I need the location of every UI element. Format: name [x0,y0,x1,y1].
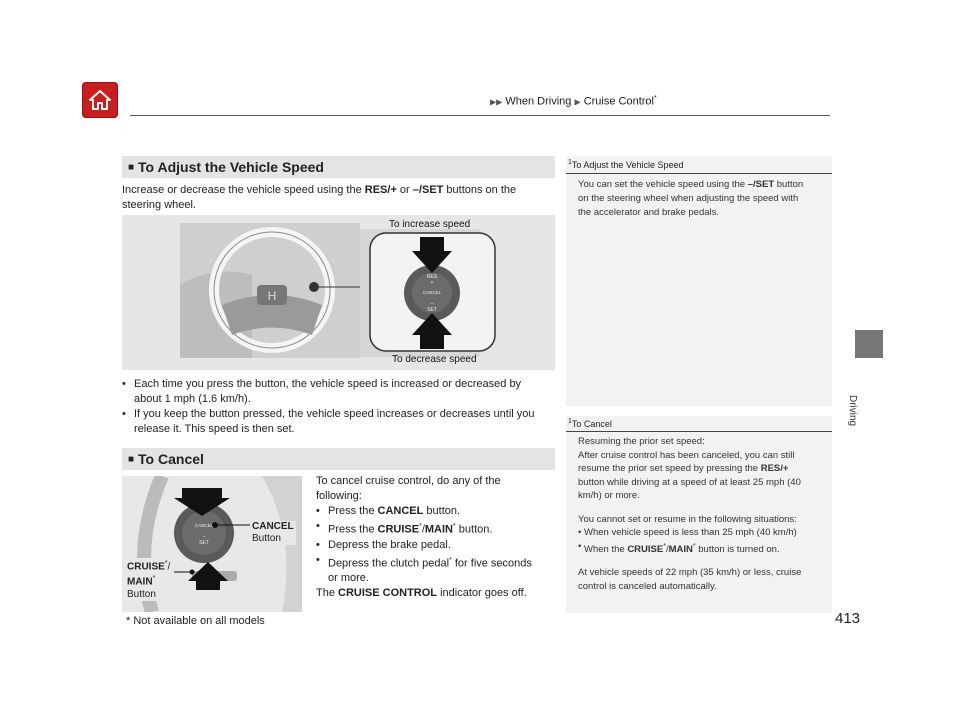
section-heading-cancel: ■ To Cancel [122,448,555,470]
cancel-instructions: To cancel cruise control, do any of the following: • Press the CANCEL button. • Press the CRUISE*/MAIN* button. • Depress the brake pedal. • Depress the clutch pedal* for five seconds or more. The CRUISE CONTROL indicator goes off. [316,474,561,601]
list-item: • Depress the clutch pedal* for five seconds or more. [316,553,532,585]
chapter-label: Driving [847,395,858,427]
footnote: * Not available on all models [126,615,265,627]
cancel-button-diagram[interactable]: CANCEL [422,290,442,295]
square-bullet-icon: ■ [128,161,135,173]
list-item: • Depress the brake pedal. [316,538,451,551]
cancel-illustration [122,476,302,612]
steering-wheel-illustration [122,215,555,370]
list-item: • Each time you press the button, the vehicle speed is increased or decreased by about 1 mph (1.6 km/h). [122,378,522,405]
list-item: • If you keep the button pressed, the vehicle speed increases or decreases until you release it. This speed is then set. [122,408,535,435]
breadcrumb-arrow-icon: ▶▶ [490,97,503,107]
note-text: You can set the vehicle speed using the –/SET button on the steering wheel when adjusting the speed with the accelerator and brake pedals. [578,179,804,218]
set-button[interactable]: – SET [427,301,437,313]
set-button-diagram[interactable]: – SET [199,534,209,546]
down-push-arrow-icon [412,313,452,349]
breadcrumb-item[interactable]: Cruise Control [583,95,654,108]
note-text: Resuming the prior set speed: After cruise control has been canceled, you can still resume the prior set speed by pressing the RES/+ button while driving at a speed of at least 25 mph (40 km/h) or more. You cannot set or resume in the following situations: • When vehicle speed is less than 25 mph (40 km/h) • When the CRUISE*/MAIN* button is turned on. At vehicle speeds of 22 mph (35 km/h) or less, cruise control is canceled automatically. [566,432,832,593]
list-item: • When the CRUISE*/MAIN* button is turned on. [578,540,780,555]
up-arrow-icon [412,237,452,273]
list-item: • Press the CRUISE*/MAIN* button. [316,520,493,536]
note-box-adjust [566,156,832,406]
cancel-button-diagram[interactable]: CANCEL [194,523,214,528]
adjust-bullets [122,377,562,437]
breadcrumb: ▶▶ When Driving ▶ Cruise Control* [490,95,657,108]
square-bullet-icon: ■ [128,453,135,465]
cancel-button-label: CANCEL Button [252,521,294,544]
chapter-tab[interactable] [855,330,883,358]
cruise-main-button-label: CRUISE*/ MAIN* Button [127,560,171,600]
list-item: • When vehicle speed is less than 25 mph (40 km/h) [578,527,797,538]
steering-wheel-drawing [122,215,555,370]
increase-speed-label: To increase speed [389,219,471,230]
page-number: 413 [835,610,861,627]
home-icon [88,89,112,111]
res-button[interactable]: RES + [426,274,438,286]
header-divider [130,115,830,116]
breadcrumb-item[interactable]: When Driving [505,95,572,108]
section-heading-adjust: ■ To Adjust the Vehicle Speed [122,156,555,178]
note-box-cancel [566,416,832,613]
breadcrumb-arrow-icon: ▶ [574,97,581,107]
note-title: $^1$To Adjust the Vehicle Speed [568,159,684,170]
note-title: $^1$To Cancel [568,418,612,429]
home-button[interactable] [82,82,118,118]
list-item: • Press the CANCEL button. [316,505,461,517]
svg-text:H: H [267,289,277,303]
decrease-speed-label: To decrease speed [392,354,477,365]
adjust-intro: Increase or decrease the vehicle speed using the RES/+ or –/SET buttons on the steering wheel. [122,184,517,211]
